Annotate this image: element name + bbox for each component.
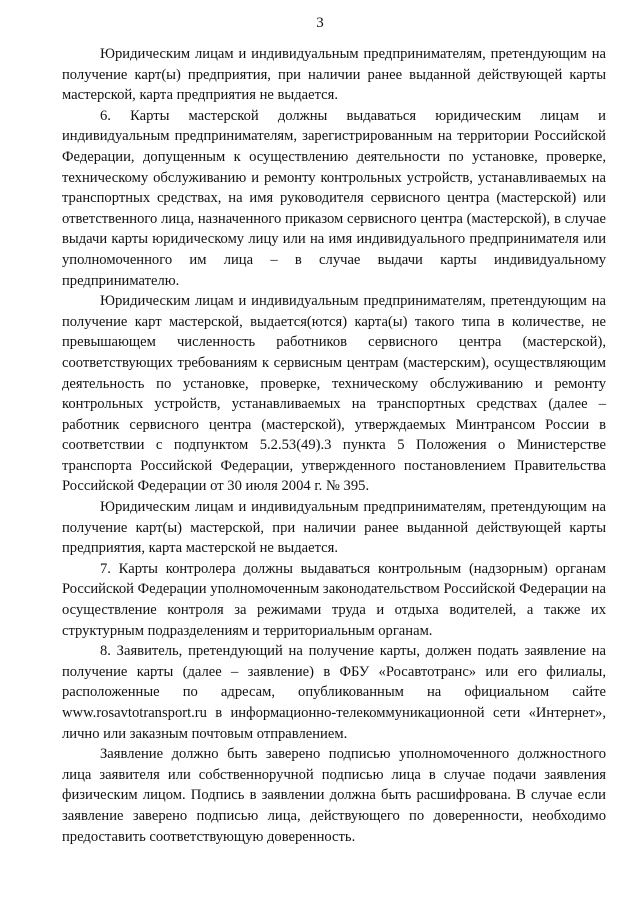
paragraph-2: 6. Карты мастерской должны выдаваться юридическим лицам и индивидуальным предпринимателям, зарегистрированным на территории Российской Федерации, допущенным к осуществлению деятельности по установке, проверке, техническому обслуживанию и ремонту контрольных устройств, устанавливаемых на транспортных средствах, на имя руководителя сервисного центра (мастерской) или ответственного лица, назначенного приказом сервисного центра (мастерской), в случае выдачи карты юридическому лицу или на имя индивидуального предпринимателя или уполномоченного им лица – в случае выдачи карты индивидуальному предпринимателю. bbox=[62, 107, 606, 289]
page-number: 3 bbox=[316, 15, 324, 31]
paragraph-7: Заявление должно быть заверено подписью уполномоченного должностного лица заявителя или собственноручной подписью лица в случае подачи заявления физическим лицом. Подпись в заявлении должна быть расшифрована. В случае если заявление заверено подписью лица, действующего по доверенности, необходимо предоставить соответствующую доверенность. bbox=[62, 746, 606, 845]
paragraph-6: 8. Заявитель, претендующий на получение карты, должен подать заявление на получение карты (далее – заявление) в ФБУ «Росавтотранс» или его филиалы, расположенные по адресам, опубликованным на официальном сайте www.rosavtotransport.ru в информационно-телекоммуникационной сети «Интернет», лично или заказным почтовым отправлением. bbox=[62, 643, 606, 742]
paragraph-3: Юридическим лицам и индивидуальным предпринимателям, претендующим на получение карт мастерской, выдается(ются) карта(ы) такого типа в количестве, не превышающем численность работников сервисного центра (мастерской), соответствующих требованиям к сервисным центрам (мастерским), осуществляющим деятельность по установке, проверке, техническому обслуживанию и ремонту контрольных устройств, устанавливаемых на транспортных средствах (далее – работник сервисного центра (мастерской), утверждаемых Минтрансом России в соответствии с подпунктом 5.2.53(49).3 пункта 5 Положения о Министерстве транспорта Российской Федерации, утвержденного постановлением Правительства Российской Федерации от 30 июля 2004 г. № 395. bbox=[62, 293, 606, 495]
document-body bbox=[62, 44, 606, 847]
paragraph-5: 7. Карты контролера должны выдаваться контрольным (надзорным) органам Российской Федерации уполномоченным законодательством Российской Федерации на осуществление контроля за режимами труда и отдыха водителей, а также их структурным подразделениям и территориальным органам. bbox=[62, 560, 606, 639]
paragraph-1: Юридическим лицам и индивидуальным предпринимателям, претендующим на получение карт(ы) предприятия, при наличии ранее выданной действующей карты мастерской, карта предприятия не выдается. bbox=[62, 46, 606, 104]
paragraph-4: Юридическим лицам и индивидуальным предпринимателям, претендующим на получение карт(ы) мастерской, при наличии ранее выданной действующей карты предприятия, карта мастерской не выдается. bbox=[62, 499, 606, 557]
